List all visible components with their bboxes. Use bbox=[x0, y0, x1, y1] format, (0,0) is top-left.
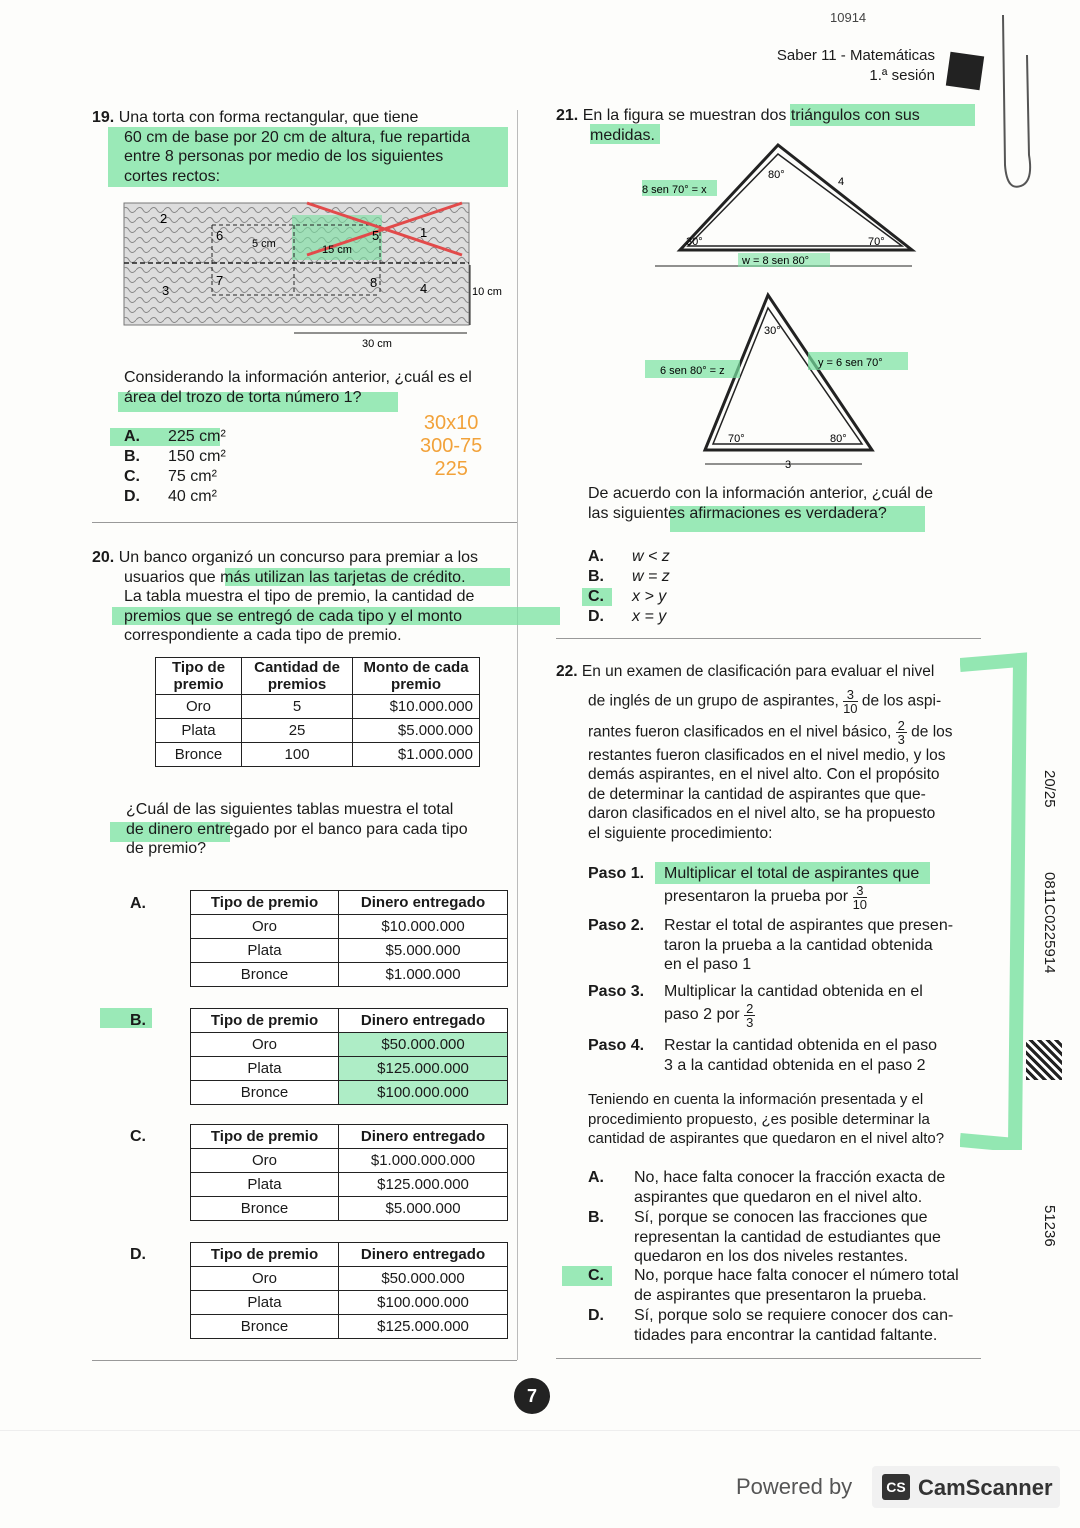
option-19-c[interactable]: C. 75 cm² bbox=[124, 468, 217, 485]
table-row: Oro 5 $10.000.000 bbox=[156, 695, 480, 719]
table-row: Bronce $1.000.000 bbox=[191, 963, 508, 987]
table-row: Oro $50.000.000 bbox=[191, 1267, 508, 1291]
paper-clip-icon bbox=[985, 15, 1035, 195]
handwritten-work: 30x10 300-75 225 bbox=[420, 412, 483, 480]
option-20-c-table[interactable]: Tipo de premio Dinero entregado Oro $1.000.000.000 Plata $125.000.000 Bronce $5.000.000 bbox=[190, 1124, 508, 1221]
option-19-b[interactable]: B. 150 cm² bbox=[124, 448, 226, 465]
powered-by: Powered by bbox=[736, 1474, 853, 1499]
side-code: 0811C0225914 bbox=[1041, 872, 1058, 974]
step-1: Paso 1. Multiplicar el total de aspirantes que presentaron la prueba por $\frac{3}{10}$ bbox=[588, 865, 920, 912]
dim-5cm: 5 cm bbox=[252, 238, 276, 250]
table-row: Bronce $5.000.000 bbox=[191, 1197, 508, 1221]
header-tipo: Tipo de premio bbox=[156, 658, 242, 695]
option-21-c[interactable]: C. x > y bbox=[588, 588, 667, 605]
question-21-prompt: De acuerdo con la información anterior, ¿cuál de las siguientes afirmaciones es verdadera? bbox=[588, 485, 934, 522]
cake-label-8: 8 bbox=[370, 275, 378, 290]
divider-22 bbox=[556, 1358, 981, 1359]
tri2-right: y = 6 sen 70° bbox=[818, 357, 883, 369]
fraction-2-3: $\frac{2}{3}$ bbox=[897, 717, 905, 747]
table-row: Oro $1.000.000.000 bbox=[191, 1149, 508, 1173]
option-20-d-table[interactable]: Tipo de premio Dinero entregado Oro $50.000.000 Plata $100.000.000 Bronce $125.000.000 bbox=[190, 1242, 508, 1339]
option-22-d[interactable]: D. Sí, porque solo se requiere conocer dos can- tidades para encontrar la cantidad faltante. bbox=[588, 1307, 954, 1344]
table-row: Bronce $100.000.000 bbox=[191, 1081, 508, 1105]
question-19-prompt: Considerando la información anterior, ¿cuál es el área del trozo de torta número 1? bbox=[124, 369, 472, 406]
table-row: Plata $5.000.000 bbox=[191, 939, 508, 963]
camscanner-icon: CS bbox=[882, 1474, 910, 1500]
top-code: 10914 bbox=[830, 10, 867, 25]
cake-label-3: 3 bbox=[162, 283, 170, 298]
option-22-c[interactable]: C. No, porque hace falta conocer el número total de aspirantes que presentaron la prueba. bbox=[588, 1267, 959, 1304]
question-20-prompt: ¿Cuál de las siguientes tablas muestra el total de dinero entregado por el banco para cada tipo de premio? bbox=[126, 801, 468, 857]
table-row: Bronce $125.000.000 bbox=[191, 1315, 508, 1339]
question-20: 20. Un banco organizó un concurso para premiar a los usuarios que más utilizan las tarjetas de crédito. La tabla muestra el tipo de premio, la cantidad de premios que se entregó de cada tipo y el monto correspondiente a cada tipo de premio. bbox=[92, 549, 479, 644]
table-row: Plata 25 $5.000.000 bbox=[156, 719, 480, 743]
table-row: Bronce 100 $1.000.000 bbox=[156, 743, 480, 767]
divider-19 bbox=[92, 522, 517, 523]
cake-label-4: 4 bbox=[420, 281, 428, 296]
dim-30cm: 30 cm bbox=[362, 338, 392, 350]
triangle-2 bbox=[640, 290, 940, 480]
step-2: Paso 2. Restar el total de aspirantes que presen- taron la prueba a la cantidad obtenida en el paso 1 bbox=[588, 917, 954, 973]
header-cantidad: Cantidad de premios bbox=[242, 658, 353, 695]
cake-label-2: 2 bbox=[160, 211, 168, 226]
option-20-a-table[interactable]: Tipo de premio Dinero entregado Oro $10.000.000 Plata $5.000.000 Bronce $1.000.000 bbox=[190, 890, 508, 987]
triangle-1 bbox=[600, 140, 920, 275]
footer-divider bbox=[0, 1430, 1080, 1431]
header-session: 1.ª sesión bbox=[869, 67, 935, 84]
divider-20 bbox=[92, 1360, 517, 1361]
divider-21 bbox=[556, 638, 981, 639]
cake-label-6: 6 bbox=[216, 228, 224, 243]
table-row: Plata $125.000.000 bbox=[191, 1173, 508, 1197]
tri2-top: 30° bbox=[764, 325, 781, 337]
option-19-a[interactable]: A. 225 cm² bbox=[124, 428, 226, 445]
header-title: Saber 11 - Matemáticas bbox=[776, 47, 935, 64]
table-row: Oro $10.000.000 bbox=[191, 915, 508, 939]
option-21-d[interactable]: D. x = y bbox=[588, 608, 667, 625]
tri1-br: 70° bbox=[868, 236, 885, 248]
fraction-3-10: $\frac{3}{10}$ bbox=[843, 686, 858, 716]
tri2-left: 6 sen 80° = z bbox=[660, 365, 725, 377]
tri1-base: w = 8 sen 80° bbox=[742, 255, 810, 267]
table-row: Plata $100.000.000 bbox=[191, 1291, 508, 1315]
cake-label-1: 1 bbox=[420, 225, 428, 240]
qr-code-icon bbox=[1026, 1040, 1062, 1080]
table-row: Oro $50.000.000 bbox=[191, 1033, 508, 1057]
question-21: 21. En la figura se muestran dos triángulos con sus medidas. bbox=[556, 107, 920, 144]
prize-table bbox=[155, 657, 480, 767]
tri1-left: 8 sen 70° = x bbox=[642, 184, 707, 196]
option-20-a-letter[interactable]: A. bbox=[130, 895, 146, 912]
header-monto: Monto de cada premio bbox=[353, 658, 480, 695]
side-number: 51236 bbox=[1041, 1205, 1058, 1247]
question-22: 22. En un examen de clasificación para evaluar el nivel de inglés de un grupo de aspirantes, $\frac{3}{10}$ de los aspi- rantes fueron clasificados en el nivel básico, $\frac{2}{3}$ de los restantes fueron clasificados en el nivel medio, y los demás aspirantes, en el nivel alto. Con el propósito de determinar la cantidad de aspirantes que que- daron clasificados en el nivel alto, se ha propuesto el siguiente procedimiento: bbox=[556, 663, 953, 842]
question-22-prompt: Teniendo en cuenta la información presentada y el procedimiento propuesto, ¿es posible determinar la cantidad de aspirantes que quedaron en el nivel alto? bbox=[588, 1091, 945, 1147]
camscanner-brand: CamScanner bbox=[918, 1475, 1053, 1500]
question-number: 19. bbox=[92, 109, 115, 126]
dim-15cm: 15 cm bbox=[322, 244, 352, 256]
cake-figure bbox=[122, 195, 512, 355]
option-20-d-letter[interactable]: D. bbox=[130, 1246, 146, 1263]
tri1-top: 80° bbox=[768, 169, 785, 181]
option-22-b[interactable]: B. Sí, porque se conocen las fracciones que representan la cantidad de estudiantes que quedaron en los dos niveles restantes. bbox=[588, 1209, 941, 1265]
option-21-b[interactable]: B. w = z bbox=[588, 568, 670, 585]
option-21-a[interactable]: A. w < z bbox=[588, 548, 670, 565]
tri1-right: 4 bbox=[838, 176, 845, 188]
side-page-frac: 20/25 bbox=[1041, 770, 1058, 808]
tri1-bl: 30° bbox=[686, 236, 703, 248]
question-19: 19. Una torta con forma rectangular, que tiene 60 cm de base por 20 cm de altura, fue repartida entre 8 personas por medio de los siguientes cortes rectos: bbox=[92, 109, 470, 185]
dim-10cm: 10 cm bbox=[472, 286, 502, 298]
cake-label-7: 7 bbox=[216, 273, 224, 288]
camscanner-badge bbox=[872, 1466, 1060, 1508]
cake-label-5: 5 bbox=[372, 228, 380, 243]
option-20-b-table[interactable]: Tipo de premio Dinero entregado Oro $50.000.000 Plata $125.000.000 Bronce $100.000.000 bbox=[190, 1008, 508, 1105]
step-3: Paso 3. Multiplicar la cantidad obtenida en el paso 2 por $\frac{2}{3}$ bbox=[588, 983, 923, 1030]
option-20-b-letter[interactable]: B. bbox=[130, 1012, 146, 1029]
tri2-base: 3 bbox=[785, 459, 792, 471]
logo-icon bbox=[946, 52, 984, 90]
column-divider bbox=[517, 110, 518, 1360]
tri2-bl: 70° bbox=[728, 433, 745, 445]
table-row: Plata $125.000.000 bbox=[191, 1057, 508, 1081]
step-4: Paso 4. Restar la cantidad obtenida en el paso 3 a la cantidad obtenida en el paso 2 bbox=[588, 1037, 938, 1074]
option-22-a[interactable]: A. No, hace falta conocer la fracción exacta de aspirantes que quedaron en el nivel alto. bbox=[588, 1169, 946, 1206]
page-number: 7 bbox=[514, 1378, 550, 1414]
option-19-d[interactable]: D. 40 cm² bbox=[124, 488, 217, 505]
option-20-c-letter[interactable]: C. bbox=[130, 1128, 146, 1145]
tri2-br: 80° bbox=[830, 433, 847, 445]
